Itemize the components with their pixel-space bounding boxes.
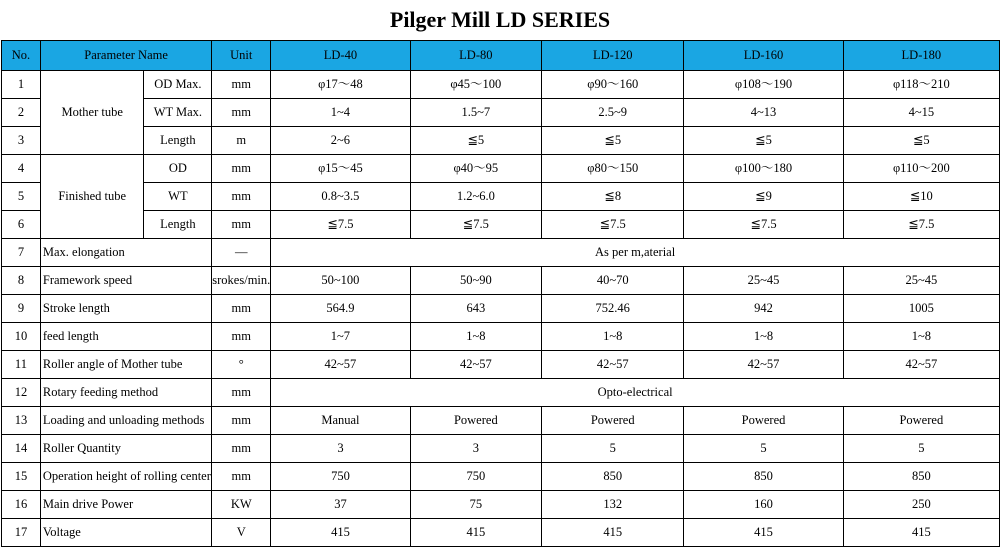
header-model: LD-40: [271, 41, 410, 71]
parameter-label: Main drive Power: [40, 491, 211, 519]
row-number: 7: [2, 239, 41, 267]
row-number: 17: [2, 519, 41, 547]
unit-cell: mm: [212, 99, 271, 127]
value-cell: Manual: [271, 407, 410, 435]
table-row: [2, 295, 1000, 323]
value-cell: 2.5~9: [542, 99, 684, 127]
value-cell: 50~90: [410, 267, 541, 295]
value-cell: 1~8: [684, 323, 843, 351]
value-cell: φ45～100: [410, 71, 541, 99]
value-cell: 5: [684, 435, 843, 463]
value-cell: φ17～48: [271, 71, 410, 99]
table-row: [2, 435, 1000, 463]
value-cell: ≦5: [843, 127, 999, 155]
merged-value-cell: As per m,aterial: [271, 239, 1000, 267]
value-cell: 415: [410, 519, 541, 547]
parameter-label: WT: [144, 183, 212, 211]
page-title: Pilger Mill LD SERIES: [389, 7, 611, 32]
table-row: [2, 127, 1000, 155]
value-cell: 1~8: [410, 323, 541, 351]
table-row: [2, 407, 1000, 435]
unit-cell: mm: [212, 155, 271, 183]
table-row: [2, 99, 1000, 127]
value-cell: 42~57: [271, 351, 410, 379]
table-row: [2, 519, 1000, 547]
value-cell: 0.8~3.5: [271, 183, 410, 211]
row-number: 1: [2, 71, 41, 99]
header-no: No.: [2, 41, 41, 71]
value-cell: 4~15: [843, 99, 999, 127]
table-row: [2, 351, 1000, 379]
parameter-label: Operation height of rolling center: [40, 463, 211, 491]
parameter-label: Length: [144, 127, 212, 155]
spec-table: [1, 40, 1000, 547]
parameter-label: Roller Quantity: [40, 435, 211, 463]
value-cell: 750: [271, 463, 410, 491]
row-number: 14: [2, 435, 41, 463]
value-cell: ≦5: [684, 127, 843, 155]
table-row: [2, 211, 1000, 239]
header-model: LD-160: [684, 41, 843, 71]
table-row: [2, 239, 1000, 267]
header-row: [2, 41, 1000, 71]
table-row: [2, 71, 1000, 99]
value-cell: φ110～200: [843, 155, 999, 183]
table-row: [2, 267, 1000, 295]
value-cell: 50~100: [271, 267, 410, 295]
row-number: 10: [2, 323, 41, 351]
value-cell: ≦9: [684, 183, 843, 211]
row-number: 6: [2, 211, 41, 239]
merged-value-cell: Opto-electrical: [271, 379, 1000, 407]
unit-cell: mm: [212, 407, 271, 435]
value-cell: 5: [843, 435, 999, 463]
row-number: 12: [2, 379, 41, 407]
table-row: [2, 323, 1000, 351]
unit-cell: mm: [212, 379, 271, 407]
value-cell: 42~57: [684, 351, 843, 379]
value-cell: Powered: [684, 407, 843, 435]
parameter-label: Max. elongation: [40, 239, 211, 267]
value-cell: 850: [684, 463, 843, 491]
value-cell: 643: [410, 295, 541, 323]
value-cell: 1~8: [542, 323, 684, 351]
unit-cell: mm: [212, 211, 271, 239]
parameter-label: Framework speed: [40, 267, 211, 295]
parameter-label: OD: [144, 155, 212, 183]
value-cell: Powered: [843, 407, 999, 435]
table-row: [2, 183, 1000, 211]
value-cell: φ80～150: [542, 155, 684, 183]
row-number: 9: [2, 295, 41, 323]
parameter-label: WT Max.: [144, 99, 212, 127]
value-cell: 1.2~6.0: [410, 183, 541, 211]
value-cell: ≦7.5: [410, 211, 541, 239]
group-label-mother-tube: Mother tube: [40, 71, 144, 155]
value-cell: 42~57: [542, 351, 684, 379]
row-number: 3: [2, 127, 41, 155]
value-cell: 1.5~7: [410, 99, 541, 127]
value-cell: ≦7.5: [843, 211, 999, 239]
value-cell: ≦7.5: [684, 211, 843, 239]
value-cell: ≦5: [410, 127, 541, 155]
value-cell: 132: [542, 491, 684, 519]
unit-cell: m: [212, 127, 271, 155]
value-cell: 75: [410, 491, 541, 519]
value-cell: 752.46: [542, 295, 684, 323]
row-number: 16: [2, 491, 41, 519]
value-cell: 564.9: [271, 295, 410, 323]
unit-cell: mm: [212, 435, 271, 463]
unit-cell: mm: [212, 71, 271, 99]
unit-cell: V: [212, 519, 271, 547]
value-cell: 160: [684, 491, 843, 519]
parameter-label: Voltage: [40, 519, 211, 547]
unit-cell: mm: [212, 323, 271, 351]
group-label-finished-tube: Finished tube: [40, 155, 144, 239]
value-cell: 25~45: [843, 267, 999, 295]
unit-cell: KW: [212, 491, 271, 519]
value-cell: 1005: [843, 295, 999, 323]
row-number: 4: [2, 155, 41, 183]
row-number: 5: [2, 183, 41, 211]
value-cell: 4~13: [684, 99, 843, 127]
table-row: [2, 379, 1000, 407]
value-cell: 850: [843, 463, 999, 491]
value-cell: Powered: [542, 407, 684, 435]
unit-cell: srokes/min.: [212, 267, 271, 295]
value-cell: 1~7: [271, 323, 410, 351]
value-cell: 37: [271, 491, 410, 519]
value-cell: 5: [542, 435, 684, 463]
parameter-label: Stroke length: [40, 295, 211, 323]
value-cell: 42~57: [843, 351, 999, 379]
value-cell: 415: [684, 519, 843, 547]
header-model: LD-120: [542, 41, 684, 71]
unit-cell: mm: [212, 463, 271, 491]
value-cell: 40~70: [542, 267, 684, 295]
header-model: LD-180: [843, 41, 999, 71]
header-model: LD-80: [410, 41, 541, 71]
value-cell: 415: [843, 519, 999, 547]
unit-cell: mm: [212, 295, 271, 323]
value-cell: Powered: [410, 407, 541, 435]
value-cell: 3: [271, 435, 410, 463]
value-cell: ≦8: [542, 183, 684, 211]
row-number: 11: [2, 351, 41, 379]
value-cell: φ100～180: [684, 155, 843, 183]
value-cell: 3: [410, 435, 541, 463]
value-cell: φ40～95: [410, 155, 541, 183]
value-cell: 25~45: [684, 267, 843, 295]
value-cell: φ108～190: [684, 71, 843, 99]
parameter-label: OD Max.: [144, 71, 212, 99]
value-cell: φ15～45: [271, 155, 410, 183]
value-cell: 42~57: [410, 351, 541, 379]
value-cell: 1~4: [271, 99, 410, 127]
parameter-label: feed length: [40, 323, 211, 351]
value-cell: 1~8: [843, 323, 999, 351]
parameter-label: Rotary feeding method: [40, 379, 211, 407]
value-cell: 2~6: [271, 127, 410, 155]
header-unit: Unit: [212, 41, 271, 71]
parameter-label: Length: [144, 211, 212, 239]
table-row: [2, 491, 1000, 519]
row-number: 8: [2, 267, 41, 295]
value-cell: 415: [542, 519, 684, 547]
parameter-label: Loading and unloading methods: [40, 407, 211, 435]
value-cell: 750: [410, 463, 541, 491]
value-cell: 250: [843, 491, 999, 519]
value-cell: 942: [684, 295, 843, 323]
value-cell: ≦7.5: [542, 211, 684, 239]
unit-cell: mm: [212, 183, 271, 211]
value-cell: ≦10: [843, 183, 999, 211]
unit-cell: —: [212, 239, 271, 267]
row-number: 2: [2, 99, 41, 127]
parameter-label: Roller angle of Mother tube: [40, 351, 211, 379]
row-number: 15: [2, 463, 41, 491]
value-cell: ≦7.5: [271, 211, 410, 239]
header-parameter-name: Parameter Name: [40, 41, 211, 71]
value-cell: ≦5: [542, 127, 684, 155]
table-row: [2, 155, 1000, 183]
value-cell: φ90～160: [542, 71, 684, 99]
value-cell: φ118～210: [843, 71, 999, 99]
unit-cell: °: [212, 351, 271, 379]
row-number: 13: [2, 407, 41, 435]
table-row: [2, 463, 1000, 491]
value-cell: 850: [542, 463, 684, 491]
value-cell: 415: [271, 519, 410, 547]
